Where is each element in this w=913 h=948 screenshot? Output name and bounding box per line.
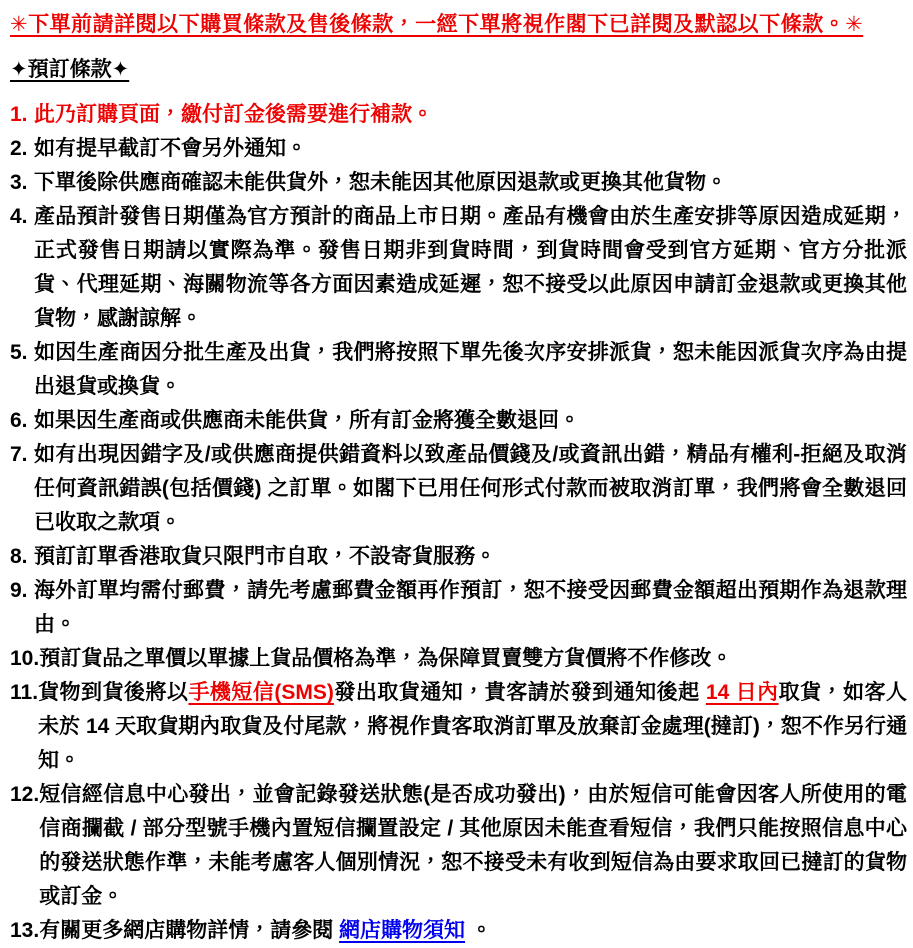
term-item xyxy=(10,574,907,642)
term-item-text xyxy=(34,166,907,200)
term-item-text xyxy=(34,98,907,132)
term-item-text xyxy=(39,642,907,676)
term-text-segment: 如有提早截訂不會另外通知。 xyxy=(34,137,307,160)
term-item-number: 8. xyxy=(10,545,28,568)
term-item-number: 13. xyxy=(10,919,40,942)
term-item-number: 6. xyxy=(10,409,28,432)
term-item xyxy=(10,166,907,200)
term-item-text xyxy=(39,778,907,914)
term-item-text xyxy=(34,438,907,540)
term-item xyxy=(10,132,907,166)
term-item-text xyxy=(34,404,907,438)
term-text-segment: 下單後除供應商確認未能供貨外，恕未能因其他原因退款或更換其他貨物。 xyxy=(34,171,727,194)
term-item xyxy=(10,642,907,676)
highlighted-term-text: 14 日內 xyxy=(705,681,779,704)
term-item-number: 5. xyxy=(10,341,28,364)
term-text-segment: 此乃訂購頁面，繳付訂金後需要進行補款。 xyxy=(34,103,433,126)
section-heading-preorder-terms: ✦預訂條款✦ xyxy=(10,58,130,81)
term-item-text xyxy=(39,914,907,948)
term-item-number: 12. xyxy=(10,783,40,806)
term-item-text xyxy=(34,132,907,166)
term-item-number: 11. xyxy=(10,681,39,704)
term-item-number: 2. xyxy=(10,137,28,160)
term-item-number: 7. xyxy=(10,443,28,466)
term-item-number: 3. xyxy=(10,171,28,194)
term-text-segment: 如有出現因錯字及/或供應商提供錯資料以致產品價錢及/或資訊出錯，精品有權利-拒絕及取消任何資訊錯誤(包括價錢) 之訂單。如閣下已用任何形式付款而被取消訂單，我們將會全數退回已收取之款項。 xyxy=(34,443,907,534)
term-text-segment: 。 xyxy=(465,919,492,942)
term-text-segment: 產品預計發售日期僅為官方預計的商品上市日期。產品有機會由於生產安排等原因造成延期，正式發售日期請以實際為準。發售日期非到貨時間，到貨時間會受到官方延期、官方分批派貨、代理延期、海關物流等各方面因素造成延遲，恕不接受以此原因申請訂金退款或更換其他貨物，感謝諒解。 xyxy=(34,205,907,330)
page-title: ✳下單前請詳閱以下購買條款及售後條款，一經下單將視作閣下已詳閱及默認以下條款。✳ xyxy=(10,13,864,36)
term-item-number: 10. xyxy=(10,647,40,670)
highlighted-term-text: 手機短信(SMS) xyxy=(188,681,334,704)
term-text-segment: 預訂貨品之單價以單據上貨品價格為準，為保障買賣雙方貨價將不作修改。 xyxy=(39,647,733,670)
term-text-segment: 取貨，如客人未於 14 天取貨期內取貨及付尾款，將視作貴客取消訂單及放棄訂金處理(撻訂)，恕不作另行通知。 xyxy=(38,681,907,772)
term-text-segment: 有關更多網店購物詳情，請參閱 xyxy=(39,919,340,942)
term-item-text xyxy=(34,540,907,574)
term-text-segment: 發出取貨通知，貴客請於發到通知後起 xyxy=(333,681,706,704)
term-text-segment: 貨物到貨後將以 xyxy=(38,681,189,704)
term-item-number: 4. xyxy=(10,205,28,228)
term-text-segment: 如因生產商因分批生產及出貨，我們將按照下單先後次序安排派貨，恕未能因派貨次序為由提出退貨或換貨。 xyxy=(34,341,907,398)
term-item xyxy=(10,98,907,132)
shop-notice-link[interactable]: 網店購物須知 xyxy=(339,919,466,942)
term-item-number: 9. xyxy=(10,579,28,602)
term-item xyxy=(10,404,907,438)
term-text-segment: 海外訂單均需付郵費，請先考慮郵費金額再作預訂，恕不接受因郵費金額超出預期作為退款理由。 xyxy=(34,579,907,636)
term-item-number: 1. xyxy=(10,103,28,126)
term-text-segment: 預訂訂單香港取貨只限門市自取，不設寄貨服務。 xyxy=(34,545,496,568)
term-text-segment: 如果因生產商或供應商未能供貨，所有訂金將獲全數退回。 xyxy=(34,409,580,432)
term-item xyxy=(10,438,907,540)
term-item-text xyxy=(34,336,907,404)
term-item xyxy=(10,676,907,778)
term-item-text xyxy=(38,676,907,778)
term-item-text xyxy=(34,574,907,642)
term-item xyxy=(10,200,907,336)
term-item xyxy=(10,336,907,404)
term-item xyxy=(10,778,907,914)
term-text-segment: 短信經信息中心發出，並會記錄發送狀態(是否成功發出)，由於短信可能會因客人所使用的電信商攔截 / 部分型號手機內置短信攔置設定 / 其他原因未能查看短信，我們只能按照信息中心的發送狀態作準，未能考慮客人個別情況，恕不接受未有收到短信為由要求取回已撻訂的貨物或訂金。 xyxy=(39,783,907,908)
term-item xyxy=(10,540,907,574)
term-item-text xyxy=(34,200,907,336)
terms-list xyxy=(10,98,907,948)
term-item xyxy=(10,914,907,948)
